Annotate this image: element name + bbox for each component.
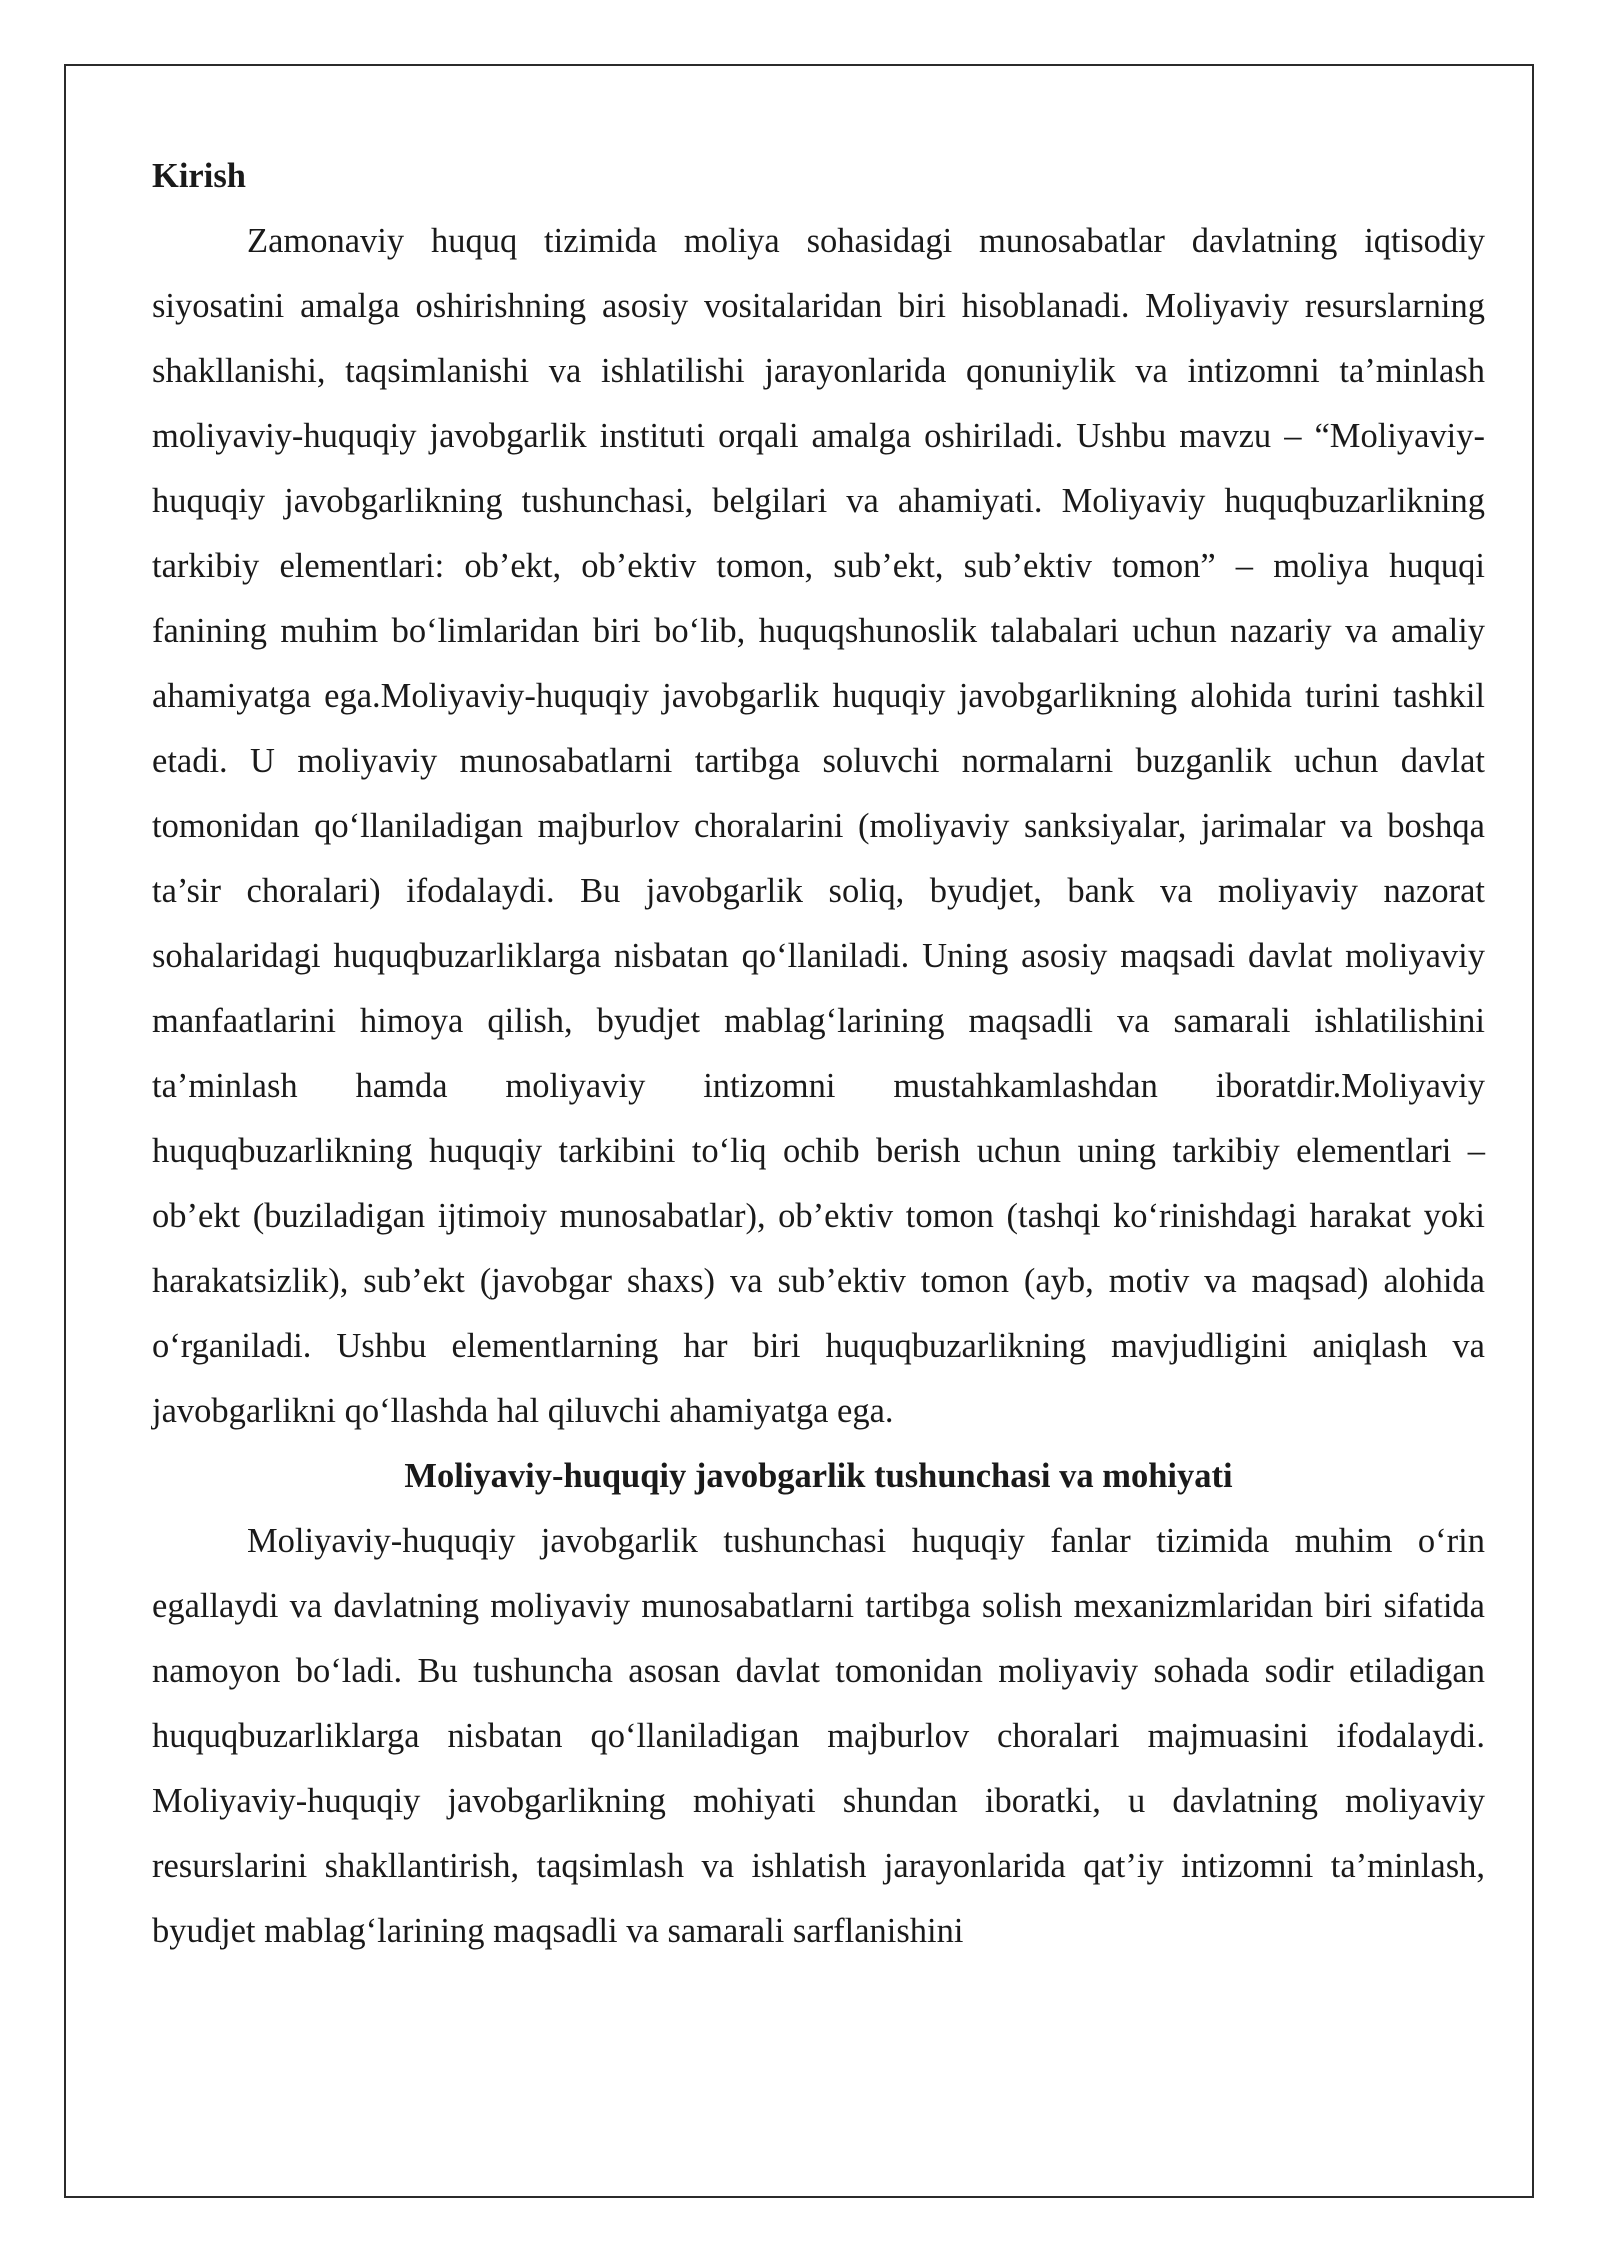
intro-heading: Kirish: [152, 157, 246, 195]
intro-paragraph: Zamonaviy huquq tizimida moliya sohasidagi munosabatlar davlatning iqtisodiy siyosatini amalga oshirishning asosiy vositalaridan biri hisoblanadi. Moliyaviy resurslarning shakllanishi, taqsimlanishi va ishlatilishi jarayonlarida qonuniylik va intizomni ta’minlash moliyaviy-huquqiy javobgarlik instituti orqali amalga oshiriladi. Ushbu mavzu – “Moliyaviy-huquqiy javobgarlikning tushunchasi, belgilari va ahamiyati. Moliyaviy huquqbuzarlikning tarkibiy elementlari: ob’ekt, ob’ektiv tomon, sub’ekt, sub’ektiv tomon” – moliya huquqi fanining muhim bo‘limlaridan biri bo‘lib, huquqshunoslik talabalari uchun nazariy va amaliy ahamiyatga ega.Moliyaviy-huquqiy javobgarlik huquqiy javobgarlikning alohida turini tashkil etadi. U moliyaviy munosabatlarni tartibga soluvchi normalarni buzganlik uchun davlat tomonidan qo‘llaniladigan majburlov choralarini (moliyaviy sanksiyalar, jarimalar va boshqa ta’sir choralari) ifodalaydi. Bu javobgarlik soliq, byudjet, bank va moliyaviy nazorat sohalaridagi huquqbuzarliklarga nisbatan qo‘llaniladi. Uning asosiy maqsadi davlat moliyaviy manfaatlarini himoya qilish, byudjet mablag‘larining maqsadli va samarali ishlatilishini ta’minlash hamda moliyaviy intizomni mustahkamlashdan iboratdir.Moliyaviy huquqbuzarlikning huquqiy tarkibini to‘liq ochib berish uchun uning tarkibiy elementlari – ob’ekt (buziladigan ijtimoiy munosabatlar), ob’ektiv tomon (tashqi ko‘rinishdagi harakat yoki harakatsizlik), sub’ekt (javobgar shaxs) va sub’ektiv tomon (ayb, motiv va maqsad) alohida o‘rganiladi. Ushbu elementlarning har biri huquqbuzarlikning mavjudligini aniqlash va javobgarlikni qo‘llashda hal qiluvchi ahamiyatga ega.: [152, 222, 1485, 1430]
document-body: [152, 144, 1485, 1964]
section-paragraph: Moliyaviy-huquqiy javobgarlik tushunchasi huquqiy fanlar tizimida muhim o‘rin egallaydi va davlatning moliyaviy munosabatlarni tartibga solish mexanizmlaridan biri sifatida namoyon bo‘ladi. Bu tushuncha asosan davlat tomonidan moliyaviy sohada sodir etiladigan huquqbuzarliklarga nisbatan qo‘llaniladigan majburlov choralari majmuasini ifodalaydi. Moliyaviy-huquqiy javobgarlikning mohiyati shundan iboratki, u davlatning moliyaviy resurslarini shakllantirish, taqsimlash va ishlatish jarayonlarida qat’iy intizomni ta’minlash, byudjet mablag‘larining maqsadli va samarali sarflanishini: [152, 1522, 1485, 1950]
section-heading: Moliyaviy-huquqiy javobgarlik tushunchasi va mohiyati: [404, 1457, 1233, 1495]
